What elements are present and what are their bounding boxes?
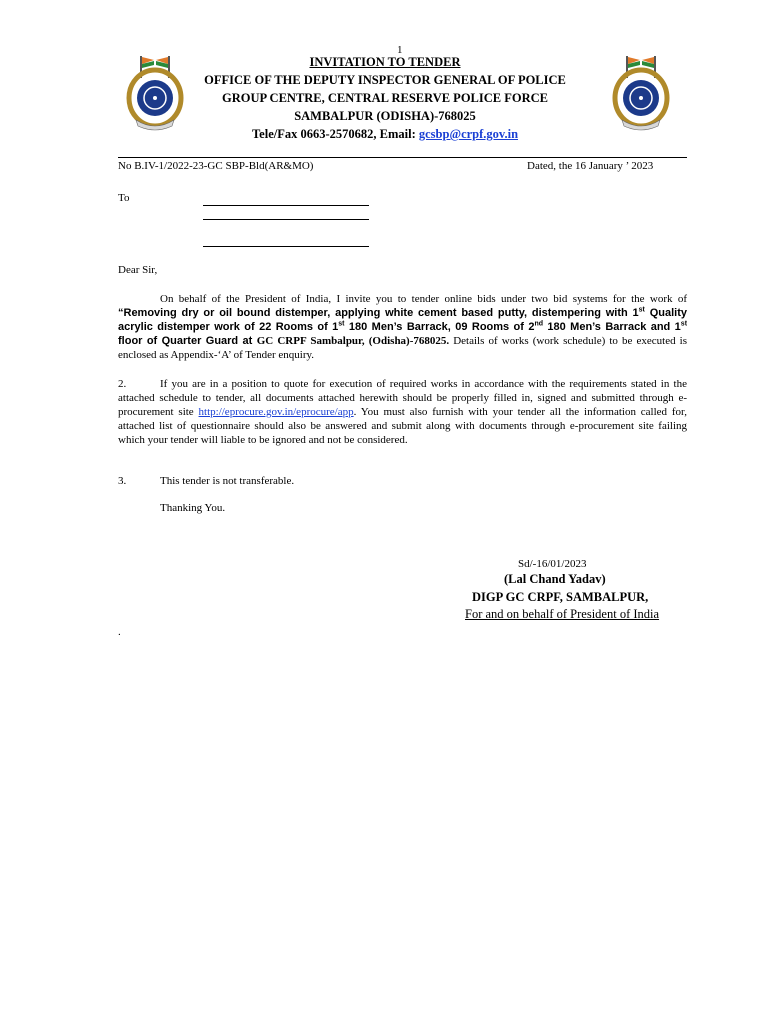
signature-date: Sd/-16/01/2023 bbox=[518, 558, 587, 570]
office-heading: OFFICE OF THE DEPUTY INSPECTOR GENERAL OF POLICE bbox=[204, 73, 566, 87]
contact-prefix: Tele/Fax 0663-2570682, Email: bbox=[251, 127, 419, 141]
paragraph-1 bbox=[118, 292, 687, 362]
para3-text: This tender is not transferable. bbox=[160, 475, 295, 487]
paragraph-2: 2. If you are in a position to quote for execution of required works in accordance with the requirements stated in the attached schedule to tender, all documents attached herewith should be properly filled in, signed and submitted through e-procurement site http://eprocure.gov.in/eprocure/app. You must also furnish with your tender all the information called for, attached list of questionnaire should also be answered and submit along with documents through e-procurement site failing which your tender will liable to be ignored and not be considered. bbox=[118, 378, 688, 446]
addressee-line-2 bbox=[203, 219, 369, 220]
work-description: “Removing dry or oil bound distemper, applying white cement based putty, distempering with 1st Quality acrylic distemper work of 22 Rooms of 1st 180 Men’s Barrack, 09 Rooms of 2nd 180 Men’s Barrack and 1st floor of Quarter Guard at bbox=[118, 306, 688, 347]
para1-tail: Details of works (work bbox=[449, 335, 560, 347]
signatory-designation: DIGP GC CRPF, SAMBALPUR, bbox=[472, 590, 649, 604]
addressee-line-1 bbox=[203, 205, 369, 206]
addressee-line-3 bbox=[203, 246, 369, 247]
eprocure-link[interactable]: http://eprocure.gov.in/eprocure/app bbox=[198, 406, 354, 418]
salutation: Dear Sir, bbox=[118, 264, 158, 276]
para3-number: 3. bbox=[118, 475, 127, 487]
to-label: To bbox=[118, 192, 130, 204]
para1-tail-2: schedule) to be executed is enclosed as Appendix-‘A’ of Tender enquiry. bbox=[118, 335, 688, 361]
trailing-dot: . bbox=[118, 626, 121, 638]
email-link[interactable]: gcsbp@crpf.gov.in bbox=[418, 127, 519, 141]
contact-line bbox=[0, 125, 770, 143]
header-divider bbox=[118, 157, 687, 158]
para2-number: 2. bbox=[118, 378, 127, 390]
address-heading: SAMBALPUR (ODISHA)-768025 bbox=[294, 109, 476, 123]
para1-intro: On behalf of the President of India, I invite you to tender online bids under two bid systems for the work of bbox=[160, 293, 687, 305]
work-location: GC CRPF Sambalpur, (Odisha)-768025. bbox=[256, 335, 450, 347]
letter-date: Dated, the 16 January ’ 2023 bbox=[527, 160, 654, 172]
group-heading: GROUP CENTRE, CENTRAL RESERVE POLICE FORCE bbox=[221, 91, 548, 105]
reference-number: No B.IV-1/2022-23-GC SBP-Bld(AR&MO) bbox=[118, 160, 314, 172]
closing-text: Thanking You. bbox=[160, 502, 226, 514]
page-number: 1 bbox=[397, 44, 403, 56]
invitation-title: INVITATION TO TENDER bbox=[309, 55, 461, 69]
signatory-name: (Lal Chand Yadav) bbox=[504, 572, 606, 586]
on-behalf-line: For and on behalf of President of India bbox=[465, 607, 660, 621]
